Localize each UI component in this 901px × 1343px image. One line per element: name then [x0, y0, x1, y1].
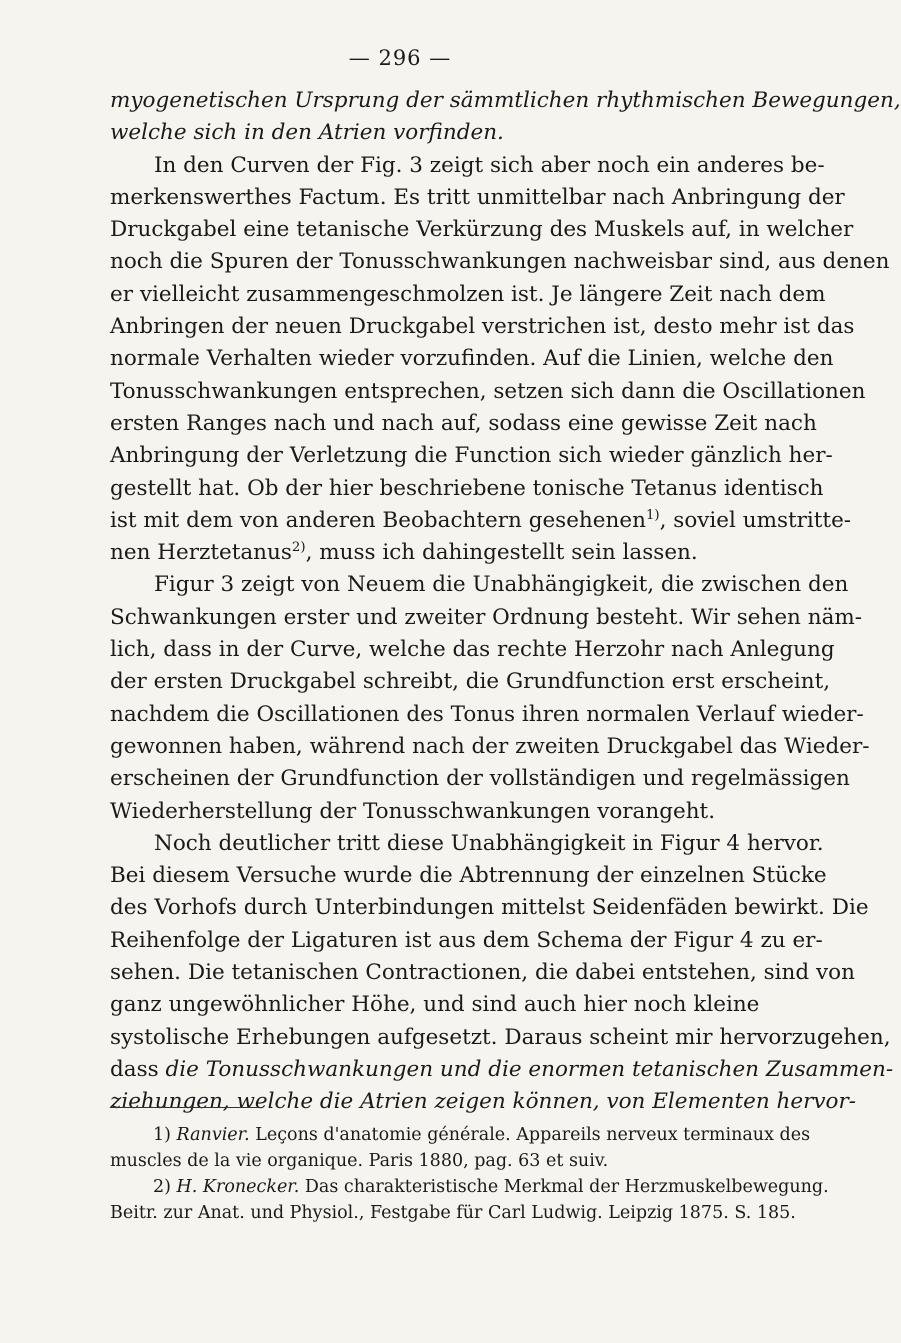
text-line: normale Verhalten wieder vorzufinden. Auf die Linien, welche den [110, 346, 834, 372]
text-line: Anbringen der neuen Druckgabel verstrichen ist, desto mehr ist das [110, 314, 855, 340]
text-line: ganz ungewöhnlicher Höhe, und sind auch hier noch kleine [110, 992, 760, 1018]
text-line: systolische Erhebungen aufgesetzt. Daraus scheint mir hervorzugehen, [110, 1024, 891, 1050]
text-line: gewonnen haben, während nach der zweiten Druckgabel das Wieder- [110, 733, 870, 759]
footnote-author: H. Kronecker. [176, 1177, 300, 1197]
text-line: Reihenfolge der Ligaturen ist aus dem Schema der Figur 4 zu er- [110, 927, 823, 953]
footnote-text: Leçons d'anatomie générale. Appareils nerveux terminaux des [255, 1125, 811, 1145]
text-segment: , soviel umstritte- [659, 507, 852, 533]
footnote-marker: 1) [153, 1125, 171, 1145]
footnote-separator [110, 1107, 262, 1108]
footnote-text: Das charakteristische Merkmal der Herzmuskelbewegung. [304, 1177, 829, 1197]
text-line: Tonusschwankungen entsprechen, setzen sich dann die Oscillationen [110, 378, 866, 404]
text-line: noch die Spuren der Tonusschwankungen nachweisbar sind, aus denen [110, 249, 890, 275]
text-line-with-footnote-ref [110, 505, 852, 537]
text-line: Figur 3 zeigt von Neuem die Unabhängigkeit, die zwischen den [154, 572, 849, 598]
text-line: nachdem die Oscillationen des Tonus ihren normalen Verlauf wieder- [110, 701, 864, 727]
body-text [110, 85, 901, 1119]
footnotes [110, 1122, 829, 1226]
text-line: erscheinen der Grundfunction der vollständigen und regelmässigen [110, 766, 850, 792]
text-line: Wiederherstellung der Tonusschwankungen vorangeht. [110, 798, 716, 824]
page-number: — 296 — [348, 46, 452, 70]
text-line: ziehungen, welche die Atrien zeigen können, von Elementen hervor- [110, 1089, 857, 1115]
text-line: Schwankungen erster und zweiter Ordnung besteht. Wir sehen näm- [110, 604, 863, 630]
text-line: Bei diesem Versuche wurde die Abtrennung der einzelnen Stücke [110, 863, 827, 889]
text-line: myogenetischen Ursprung der sämmtlichen rhythmischen Bewegungen, [110, 88, 901, 113]
text-line: des Vorhofs durch Unterbindungen mittelst Seidenfäden bewirkt. Die [110, 895, 869, 921]
footnote-author: Ranvier. [176, 1125, 250, 1145]
text-line: Anbringung der Verletzung die Function sich wieder gänzlich her- [110, 443, 833, 469]
text-line-with-footnote-ref [110, 537, 755, 569]
text-line: der ersten Druckgabel schreibt, die Grundfunction erst erscheint, [110, 669, 831, 695]
text-line: welche sich in den Atrien vorfinden. [110, 120, 504, 146]
footnote-ref-2: 2) [291, 540, 306, 556]
text-line: er vielleicht zusammengeschmolzen ist. Je längere Zeit nach dem [110, 281, 826, 307]
text-segment: nen Herztetanus [110, 540, 292, 566]
text-line: Druckgabel eine tetanische Verkürzung des Muskels auf, in welcher [110, 217, 854, 243]
text-segment: ist mit dem von anderen Beobachtern gesehenen [110, 507, 646, 533]
footnote-ref-1: 1) [645, 507, 660, 523]
text-line: ersten Ranges nach und nach auf, sodass eine gewisse Zeit nach [110, 410, 817, 436]
text-line: Noch deutlicher tritt diese Unabhängigkeit in Figur 4 hervor. [154, 830, 824, 856]
footnote-2 [110, 1174, 829, 1200]
text-line: lich, dass in der Curve, welche das rechte Herzohr nach Anlegung [110, 637, 835, 663]
text-line: merkenswerthes Factum. Es tritt unmittelbar nach Anbringung der [110, 184, 845, 210]
italic-segment: die Tonusschwankungen und die enormen tetanischen Zusammen- [165, 1056, 894, 1082]
text-segment: dass [110, 1056, 159, 1082]
text-line: sehen. Die tetanischen Contractionen, die dabei entstehen, sind von [110, 960, 855, 986]
text-line: gestellt hat. Ob der hier beschriebene tonische Tetanus identisch [110, 475, 824, 501]
footnote-1-cont: muscles de la vie organique. Paris 1880, pag. 63 et suiv. [110, 1151, 609, 1171]
text-segment: , muss ich dahingestellt sein lassen. [305, 540, 698, 566]
footnote-2-cont: Beitr. zur Anat. und Physiol., Festgabe für Carl Ludwig. Leipzig 1875. S. 185. [110, 1203, 796, 1223]
footnote-marker: 2) [153, 1177, 171, 1197]
text-line-mixed [110, 1054, 894, 1086]
text-line: In den Curven der Fig. 3 zeigt sich aber noch ein anderes be- [154, 152, 825, 178]
footnote-1 [110, 1122, 811, 1148]
